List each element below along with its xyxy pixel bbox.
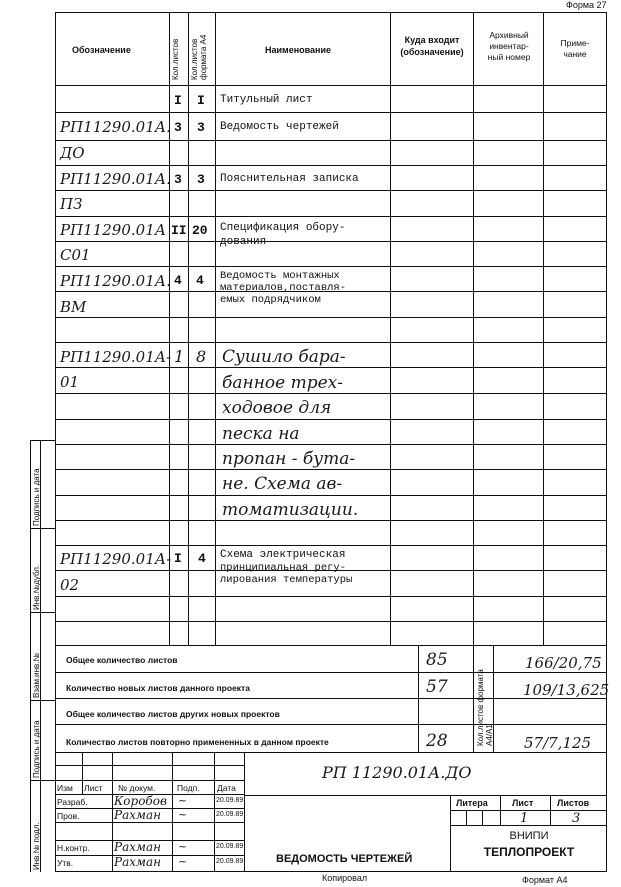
row3-designation: РП11290.01А.	[60, 170, 171, 188]
col-a4-line	[188, 12, 189, 645]
frame-top	[55, 12, 607, 13]
tb-header-sign: Подп.	[177, 783, 200, 793]
row6-name-line4: песка на	[222, 424, 300, 444]
row4-name-line2: дования	[220, 236, 267, 248]
header-archive-no: Архивный инвентар- ный номер	[487, 30, 531, 62]
header-name: Наименование	[265, 45, 332, 55]
header-designation: Обозначение	[72, 45, 131, 55]
tb-sheets-value: 3	[572, 811, 581, 826]
row4-a4: 20	[192, 223, 208, 238]
total-reused-label: Количество листов повторно примененных в данном проекте	[66, 737, 329, 747]
form-label: Форма 27	[566, 0, 607, 10]
row7-name-line3: лирования температуры	[220, 574, 353, 586]
col-where-line	[390, 12, 391, 645]
row2-a4: 3	[197, 120, 205, 135]
row6-name-line3: ходовое для	[222, 398, 332, 418]
total-all-value: 85	[426, 650, 448, 670]
col-archive-line	[473, 12, 474, 645]
row4-designation-suffix: С01	[60, 246, 91, 264]
row3-designation-suffix: ПЗ	[60, 195, 83, 213]
row6-name-line1: Сушило бара-	[222, 347, 346, 367]
tb-role-5: Утв.	[57, 858, 74, 868]
total-new-value: 57	[426, 677, 448, 697]
row5-sheets: 4	[174, 273, 182, 288]
tb-org-line2: ТЕПЛОПРОЕКТ	[483, 845, 575, 859]
tb-sign-4: ~	[178, 840, 188, 853]
row6-name-line2: банное трех-	[222, 373, 344, 393]
tb-name-4: Рахман	[114, 840, 162, 854]
tb-sign-2: ~	[178, 808, 188, 821]
row5-designation-suffix: ВМ	[60, 298, 87, 316]
total-reused-value: 28	[426, 731, 448, 751]
col-name-line	[215, 12, 216, 645]
tb-header-izm: Изм	[57, 783, 73, 793]
row5-designation: РП11290.01А.	[60, 272, 171, 290]
row6-designation: РП11290.01А-	[60, 348, 172, 366]
tb-sheet-label: Лист	[512, 798, 534, 808]
tb-org-line1: ВНИПИ	[509, 830, 549, 842]
row7-name-line2: принципиальная регу-	[220, 562, 347, 574]
row7-sheets: I	[174, 551, 182, 566]
row3-sheets: 3	[174, 172, 182, 187]
tb-date-5: 20.09.89	[216, 858, 244, 865]
row3-name: Пояснительная записка	[220, 173, 359, 185]
tb-doc-title: ВЕДОМОСТЬ ЧЕРТЕЖЕЙ	[276, 853, 413, 865]
row4-sheets: II	[171, 223, 187, 238]
total-reused-archive: 57/7,125	[524, 734, 592, 752]
total-other-label: Общее количество листов других новых проектов	[66, 709, 280, 719]
tb-role-2: Пров.	[57, 811, 80, 821]
header-a4-count: Кол.листов формата A4	[190, 34, 208, 80]
tb-sign-5: ~	[178, 855, 188, 868]
margin-inv-podl: Инв.№ подл.	[32, 822, 41, 870]
row6-name-line6: не. Схема ав-	[222, 474, 343, 494]
total-all-label: Общее количество листов	[66, 655, 178, 665]
tb-date-4: 20.09.89	[216, 843, 244, 850]
tb-header-date: Дата	[217, 783, 236, 793]
header-where-used: Куда входит (обозначение)	[400, 35, 464, 57]
row6-name-line5: пропан - бута-	[222, 449, 356, 469]
row2-name: Ведомость чертежей	[220, 121, 339, 133]
tb-name-2: Рахман	[114, 808, 162, 822]
row7-a4: 4	[198, 551, 206, 566]
copied-label: Копировал	[322, 873, 368, 883]
row6-a4: 8	[196, 347, 207, 366]
margin-inv-dubl: Инв.№дубл.	[32, 564, 41, 610]
row7-name-line1: Схема электрическая	[220, 549, 346, 561]
tb-name-1: Коробов	[114, 794, 167, 808]
row6-sheets: 1	[174, 347, 185, 366]
tb-role-4: Н.контр.	[57, 843, 90, 853]
row2-designation: РП11290.01А.	[60, 118, 171, 136]
tb-sheet-value: 1	[520, 811, 529, 826]
tb-name-5: Рахман	[114, 855, 162, 869]
row5-a4: 4	[196, 273, 204, 288]
tb-header-doc: № докум.	[118, 783, 156, 793]
row6-name-line7: томатизации.	[222, 500, 359, 520]
total-new-archive: 109/13,625	[523, 681, 610, 699]
row3-a4: 3	[197, 172, 205, 187]
margin-vzam-inv: Взам.инв.№	[32, 652, 41, 698]
totals-side-label: Кол.листов формата A4/A1	[476, 669, 494, 746]
row1-name: Титульный лист	[220, 94, 313, 106]
row5-name-line2: материалов,поставля-	[220, 282, 347, 294]
row4-name-line1: Спецификация обору-	[220, 222, 346, 234]
header-note: Приме- чание	[560, 38, 590, 59]
header-sheet-count: Кол.листов	[171, 38, 180, 80]
row7-designation: РП11290.01А-	[60, 550, 172, 568]
row7-designation-suffix: 02	[60, 576, 80, 594]
tb-role-1: Разраб.	[57, 797, 88, 807]
total-new-label: Количество новых листов данного проекта	[66, 683, 250, 693]
total-all-archive: 166/20,75	[525, 654, 602, 672]
tb-header-list: Лист	[84, 783, 103, 793]
row1-a4: I	[197, 93, 205, 108]
row5-name-line3: емых подрядчиком	[220, 294, 321, 306]
col-note-line	[543, 12, 544, 645]
margin-sign-date-2: Подпись и дата	[32, 468, 41, 526]
margin-sign-date-1: Подпись и дата	[32, 720, 41, 778]
format-label: Формат A4	[522, 875, 568, 885]
tb-sign-1: ~	[178, 794, 188, 807]
tb-litera: Литера	[456, 798, 488, 808]
row5-name-line1: Ведомость монтажных	[220, 270, 340, 282]
tb-date-2: 20.09.89	[216, 811, 244, 818]
row2-designation-suffix: ДО	[60, 144, 85, 162]
row4-designation: РП11290.01А	[60, 221, 167, 239]
tb-date-1: 20.09.89	[216, 797, 244, 804]
row2-sheets: 3	[174, 120, 182, 135]
row1-sheets: I	[174, 93, 182, 108]
row6-designation-suffix: 01	[60, 373, 80, 391]
doc-code: РП 11290.01А.ДО	[322, 763, 472, 782]
tb-sheets-label: Листов	[557, 798, 590, 808]
